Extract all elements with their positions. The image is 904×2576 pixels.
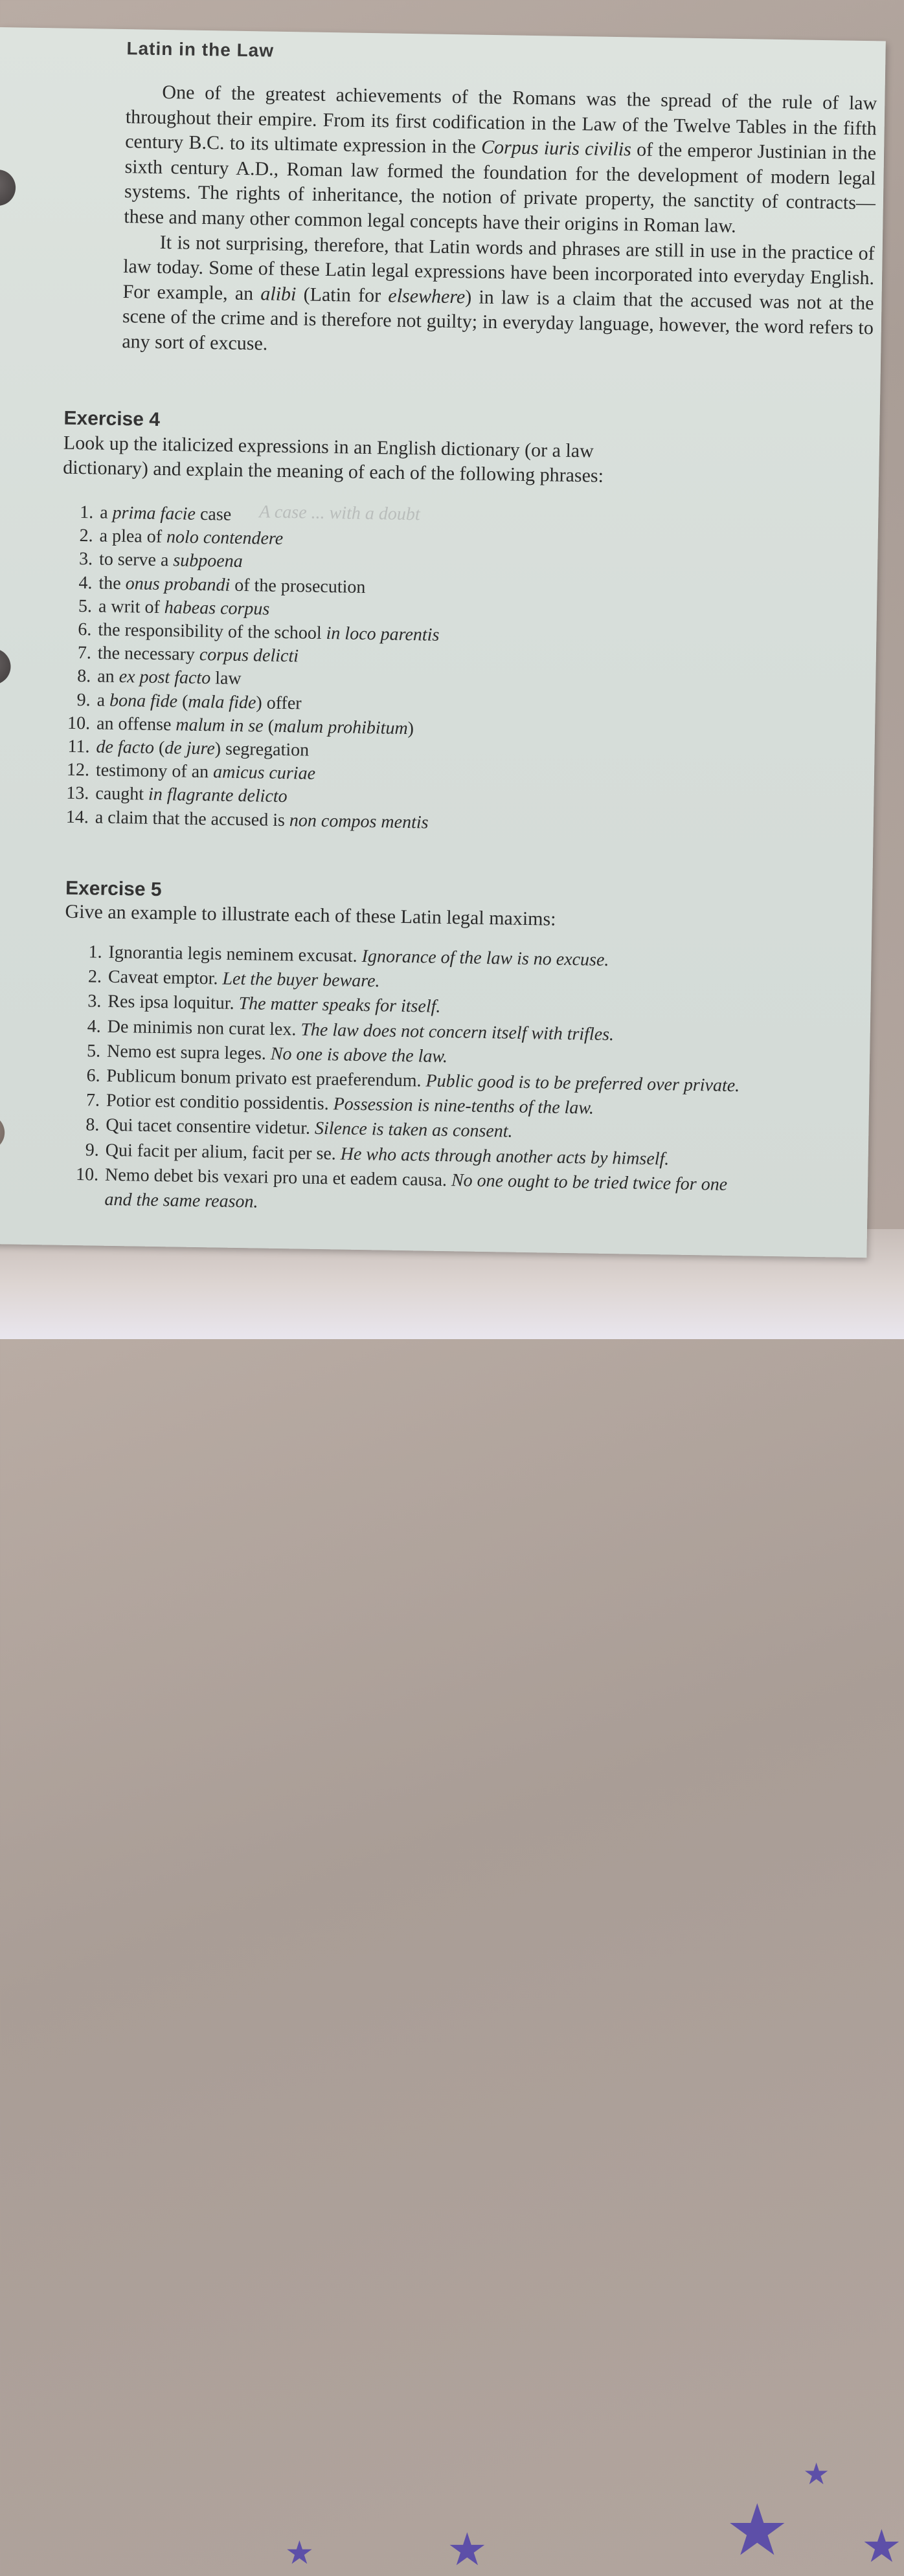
text-segment: ) (407, 718, 414, 738)
item-number: 10. (75, 1164, 99, 1185)
binder-hole (0, 170, 16, 206)
text-segment: One of the greatest achievements of the Romans was the spread of the rule of law throughout their empire. From its first codification in the Law of the Twelve Tables in the fifth century B.C. to its ultimate expression in the (124, 81, 877, 158)
item-number: 10. (67, 713, 91, 734)
latin-maxim: Nemo debet bis vexari pro una et eadem causa. (104, 1164, 452, 1190)
text-segment: an (97, 666, 119, 687)
item-number: 7. (85, 1090, 100, 1111)
italic-term: in loco parentis (326, 623, 440, 645)
text-segment: a (96, 690, 110, 711)
item-number: 1. (88, 942, 102, 962)
binder-hole (0, 1114, 5, 1151)
exercise4-title: Exercise 4 (63, 407, 161, 430)
binder-hole (0, 649, 11, 685)
exercise5-title: Exercise 5 (65, 877, 162, 901)
italic-term: de facto (96, 737, 155, 758)
english-translation: No one ought to be tried twice for one (451, 1170, 728, 1195)
italic-term: in flagrante delicto (148, 784, 288, 807)
latin-maxim: Nemo est supra leges. (106, 1041, 271, 1064)
latin-maxim: Qui facit per alium, facit per se. (105, 1140, 341, 1164)
item-number: 2. (79, 526, 93, 546)
english-translation: No one is above the law. (270, 1043, 448, 1067)
text-segment: a claim that the accused is (95, 807, 290, 830)
latin-maxim: De minimis non curat lex. (107, 1016, 301, 1040)
intro-text (122, 80, 877, 366)
item-number: 4. (87, 1016, 102, 1037)
text-segment: ) in law is a claim that the accused was not at the scene of the crime and is therefore not guilty; in everyday language, however, the word refers to any sort of excuse. (122, 286, 874, 355)
running-head: Latin in the Law (126, 38, 275, 61)
text-segment: a writ of (98, 596, 165, 617)
star-icon: ★ (725, 2489, 789, 2571)
text-segment: law (210, 668, 242, 689)
item-number: 11. (67, 736, 90, 757)
latin-maxim: Qui tacet consentire videtur. (106, 1115, 315, 1139)
item-number: 13. (66, 783, 89, 804)
italic-term: mala fide (188, 691, 256, 713)
intro-paragraph (122, 230, 875, 366)
text-segment: ) segregation (214, 738, 310, 761)
item-number: 9. (85, 1139, 100, 1160)
exercise4-list (60, 501, 442, 835)
item-number: 7. (77, 643, 92, 663)
text-segment: It is not surprising, therefore, that Latin words and phrases are still in use in the practice of law today. Some of these Latin legal expressions have been incorporated into everyday English. For example, an (122, 231, 875, 305)
star-icon: ★ (803, 2456, 830, 2491)
item-number: 14. (65, 806, 89, 827)
latin-maxim: Res ipsa loquitur. (107, 992, 239, 1014)
text-segment: ( (263, 716, 275, 737)
latin-maxim: Ignorantia legis neminem excusat. (108, 942, 362, 966)
star-icon: ★ (285, 2534, 314, 2571)
item-number: 2. (87, 966, 102, 987)
text-segment: to serve a (98, 549, 174, 571)
exercise4-instruction: Look up the italicized expressions in an English dictionary (or a law dictionary) and explain the meaning of each of the following phrases: (63, 432, 604, 487)
english-translation: The law does not concern itself with trifles. (300, 1019, 615, 1045)
english-translation: Silence is taken as consent. (314, 1118, 513, 1142)
exercise5-list (65, 940, 741, 1222)
intro-paragraph (124, 80, 877, 241)
text-segment: (Latin for (296, 283, 389, 307)
italic-term: habeas corpus (164, 597, 270, 619)
latin-maxim: Publicum bonum privato est praeferendum. (106, 1065, 426, 1091)
latin-maxim: Caveat emptor. (107, 967, 223, 989)
item-number: 3. (78, 549, 93, 570)
italic-term: malum prohibitum (273, 716, 408, 738)
text-segment: the necessary (97, 643, 200, 665)
english-translation: He who acts through another acts by himself. (340, 1144, 670, 1170)
english-translation: Let the buyer beware. (222, 968, 380, 992)
text-segment: a (99, 502, 113, 523)
italic-term: nolo contendere (166, 527, 284, 550)
english-translation: Ignorance of the law is no excuse. (361, 946, 609, 970)
english-translation: Public good is to be preferred over private. (425, 1071, 740, 1096)
exercise4-item (60, 805, 437, 834)
item-number: 8. (85, 1115, 100, 1136)
item-number: 5. (78, 595, 93, 617)
text-segment: an offense (96, 713, 176, 735)
text-segment: testimony of an (95, 760, 214, 783)
english-translation: Possession is nine-tenths of the law. (333, 1094, 594, 1118)
text-segment: the responsibility of the school (98, 619, 326, 644)
italic-term: amicus curiae (212, 762, 316, 784)
italic-term: elsewhere (388, 285, 466, 308)
star-icon: ★ (861, 2520, 902, 2573)
exercise5-instruction: Give an example to illustrate each of these Latin legal maxims: (65, 900, 556, 930)
english-translation: The matter speaks for itself. (238, 994, 441, 1017)
english-translation: and the same reason. (104, 1189, 258, 1212)
item-number: 5. (86, 1041, 101, 1061)
item-number: 6. (86, 1065, 100, 1086)
italic-term: alibi (260, 283, 297, 305)
italic-term: prima facie (112, 502, 196, 524)
italic-term: de jure (164, 738, 216, 759)
text-segment: the (98, 573, 126, 594)
italic-term: ex post facto (119, 667, 211, 689)
text-segment: of the emperor Justinian in the sixth century A.D., Roman law formed the foundation for the development of modern legal systems. The rights of inheritance, the notion of private property, the sanctity of contracts—these and many other common legal concepts have their origins in Roman law. (124, 139, 877, 237)
star-icon: ★ (447, 2523, 488, 2576)
text-segment: ( (153, 737, 165, 759)
italic-term: non compos mentis (289, 810, 429, 833)
item-number: 9. (76, 689, 91, 710)
item-number: 12. (66, 759, 90, 781)
italic-term: malum in se (175, 715, 264, 737)
text-segment: caught (95, 783, 149, 805)
text-segment: a plea of (99, 526, 167, 548)
text-segment: ) offer (256, 692, 302, 714)
item-number: 6. (78, 619, 92, 640)
text-segment: of the prosecution (230, 575, 366, 597)
item-number: 8. (77, 666, 91, 687)
italic-term: corpus delicti (199, 645, 299, 667)
text-segment: case (195, 504, 232, 525)
latin-maxim: Potior est conditio possidentis. (106, 1091, 333, 1115)
italic-term: onus probandi (125, 573, 231, 595)
item-number: 4. (78, 572, 93, 593)
item-number: 1. (79, 502, 94, 523)
text-segment: ( (177, 691, 188, 712)
italic-term: Corpus iuris civilis (480, 136, 632, 161)
item-number: 3. (87, 991, 102, 1012)
italic-term: subpoena (173, 550, 243, 572)
textbook-page (0, 27, 886, 1258)
handwritten-note: A case ... with a doubt (259, 502, 420, 525)
italic-term: bona fide (109, 690, 178, 712)
